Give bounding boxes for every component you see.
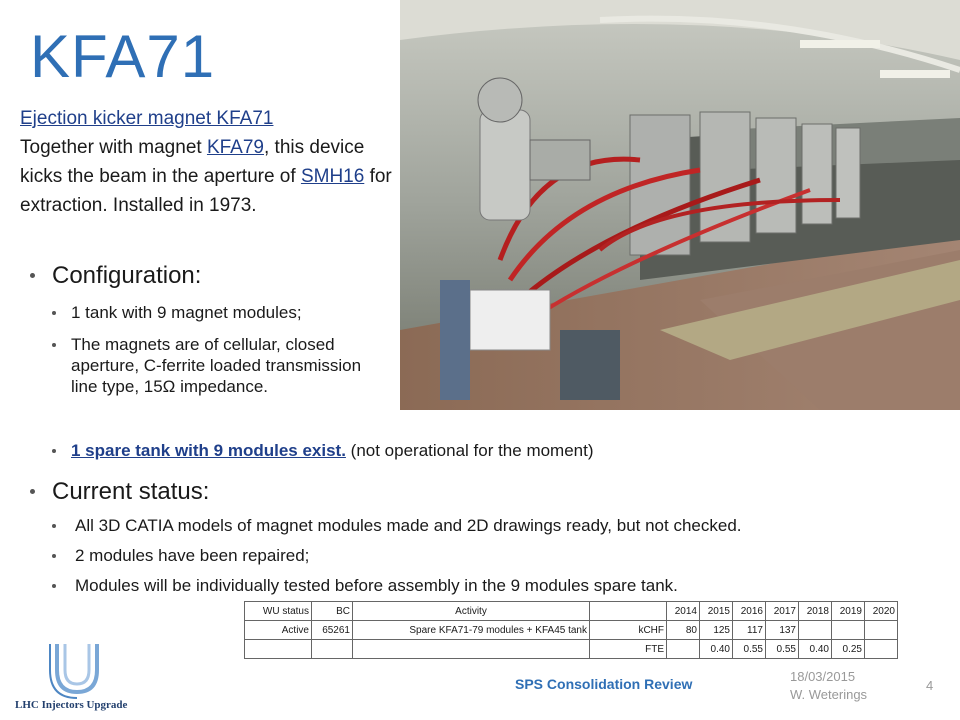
status-item: Modules will be individually tested before assembly in the 9 modules spare tank. (52, 575, 932, 596)
kfa79-link[interactable]: KFA79 (206, 137, 264, 158)
table-cell: 2019 (832, 602, 865, 621)
table-cell: kCHF (590, 621, 667, 640)
table-cell: 137 (766, 621, 799, 640)
table-cell: 2020 (865, 602, 898, 621)
footer-title: SPS Consolidation Review (515, 676, 693, 692)
table-cell: 2018 (799, 602, 832, 621)
slide-title: KFA71 (30, 23, 216, 90)
intro-paragraph (20, 104, 395, 220)
table-cell: Active (245, 621, 312, 640)
footer-author: W. Weterings (790, 687, 868, 702)
status-item: 2 modules have been repaired; (52, 545, 932, 566)
table-cell (799, 621, 832, 640)
table-cell: FTE (590, 640, 667, 659)
bullet-icon (52, 524, 56, 528)
table-header-row (245, 602, 898, 621)
table-row (245, 640, 898, 659)
table-cell: 2014 (667, 602, 700, 621)
page-number: 4 (926, 678, 934, 693)
bullet-icon (30, 489, 35, 494)
table-row (245, 621, 898, 640)
table-cell: BC (312, 602, 353, 621)
table-cell: Activity (353, 602, 590, 621)
table-cell: 117 (733, 621, 766, 640)
table-cell: 2016 (733, 602, 766, 621)
config-item: The magnets are of cellular, closed aperture, C-ferrite loaded transmission line type, 15Ω impedance. (52, 334, 382, 397)
status-heading: Current status: (30, 478, 209, 506)
bullet-icon (30, 273, 35, 278)
kicker-magnet-photo (400, 0, 960, 410)
table-cell (832, 621, 865, 640)
table-cell: 80 (667, 621, 700, 640)
table-cell: 2017 (766, 602, 799, 621)
table-cell: 65261 (312, 621, 353, 640)
table-cell: WU status (245, 602, 312, 621)
table-cell (590, 602, 667, 621)
table-cell: 2015 (700, 602, 733, 621)
table-cell: 125 (700, 621, 733, 640)
table-cell: 0.25 (832, 640, 865, 659)
logo-text: LHC Injectors Upgrade (15, 699, 128, 711)
lhc-injectors-upgrade-logo (15, 640, 155, 715)
table-cell: 0.55 (733, 640, 766, 659)
spare-tank-item (52, 440, 772, 461)
bullet-icon (52, 449, 56, 453)
work-unit-table (244, 601, 898, 659)
kfa71-link[interactable]: Ejection kicker magnet KFA71 (20, 108, 274, 129)
config-item: 1 tank with 9 magnet modules; (52, 302, 382, 323)
footer-date: 18/03/2015 (790, 669, 856, 684)
table-cell (667, 640, 700, 659)
intro-text-3: for extraction. Installed in 1973. (20, 166, 392, 216)
table-cell: 0.40 (799, 640, 832, 659)
table-cell (245, 640, 312, 659)
intro-text-1: Together with magnet (20, 137, 207, 158)
bullet-icon (52, 584, 56, 588)
bullet-icon (52, 554, 56, 558)
intro-text-2: , this device kicks the beam in the aperture of (20, 137, 365, 187)
bullet-icon (52, 343, 56, 347)
smh16-link[interactable]: SMH16 (300, 166, 365, 187)
table-cell: 0.55 (766, 640, 799, 659)
table-cell (865, 640, 898, 659)
table-cell (353, 640, 590, 659)
table-cell: 0.40 (700, 640, 733, 659)
spare-tank-link[interactable]: 1 spare tank with 9 modules exist. (71, 441, 346, 460)
table-cell (312, 640, 353, 659)
table-cell (865, 621, 898, 640)
configuration-heading: Configuration: (30, 262, 201, 290)
status-item: All 3D CATIA models of magnet modules made and 2D drawings ready, but not checked. (52, 515, 932, 536)
footer-date-author (790, 668, 867, 704)
spare-tank-note: (not operational for the moment) (345, 441, 594, 460)
table-cell: Spare KFA71-79 modules + KFA45 tank (353, 621, 590, 640)
bullet-icon (52, 311, 56, 315)
